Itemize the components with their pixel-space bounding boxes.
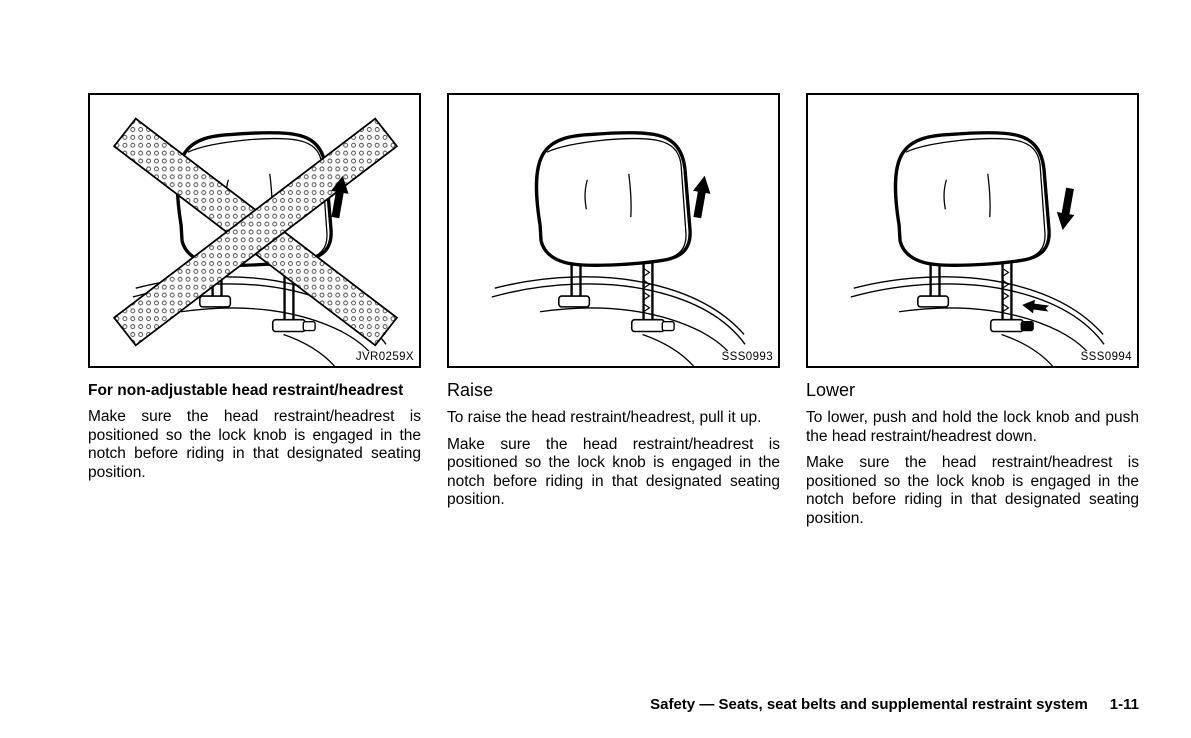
content-columns [88,93,1139,529]
body-paragraph: Make sure the head restraint/headrest is positioned so the lock knob is engaged in the notch before riding in that designated seating position. [806,454,1139,527]
headrest-raise-illustration [449,95,778,366]
body-paragraph: To lower, push and hold the lock knob and push the head restraint/headrest down. [806,409,1139,445]
down-arrow-icon [1054,187,1079,232]
body-paragraph: Make sure the head restraint/headrest is positioned so the lock knob is engaged in the notch before riding in that designated seating position. [88,408,421,481]
body-paragraph: To raise the head restraint/headrest, pull it up. [447,409,762,426]
section-raise [447,93,780,529]
section-heading: For non-adjustable head restraint/headrest [88,382,404,399]
body-paragraph: Make sure the head restraint/headrest is positioned so the lock knob is engaged in the notch before riding in that designated seating position. [447,435,780,509]
figure-code-label: SSS0993 [719,351,773,363]
headrest-lower-illustration [808,95,1137,366]
section-lower [806,93,1139,529]
figure-code-label: SSS0994 [1078,351,1132,363]
section-heading: Lower [806,380,856,400]
figure-lower [806,93,1139,368]
lock-knob [1021,322,1033,331]
figure-code-label: JVR0259X [353,351,414,363]
up-arrow-icon [689,174,714,219]
section-non-adjustable [88,93,421,529]
footer [88,696,1139,713]
footer-section-title: Safety — Seats, seat belts and supplemental restraint system [650,696,1088,713]
headrest-crossed-illustration [90,95,419,366]
section-heading: Raise [447,380,494,400]
figure-raise [447,93,780,368]
figure-non-adjustable [88,93,421,368]
footer-page-number: 1-11 [1109,696,1139,713]
